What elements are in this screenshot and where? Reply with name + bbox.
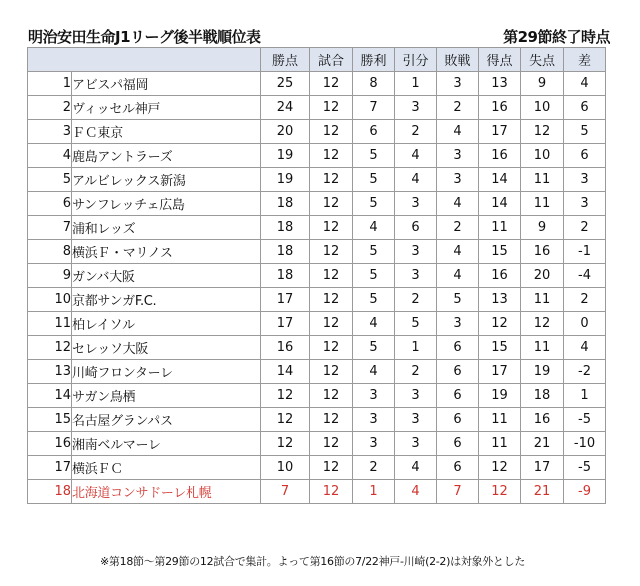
table-row — [28, 96, 606, 120]
rank-cell: 5 — [28, 168, 72, 192]
games-cell: 12 — [310, 336, 353, 360]
points-cell: 18 — [261, 264, 310, 288]
rank-cell: 13 — [28, 360, 72, 384]
losses-cell: 5 — [437, 288, 479, 312]
goals-against-cell: 19 — [521, 360, 564, 384]
wins-cell: 2 — [353, 456, 395, 480]
goal-diff-cell: -5 — [564, 408, 606, 432]
losses-cell: 3 — [437, 72, 479, 96]
losses-cell: 4 — [437, 192, 479, 216]
team-name-cell: 柏レイソル — [72, 312, 261, 336]
games-cell: 12 — [310, 120, 353, 144]
losses-cell: 6 — [437, 384, 479, 408]
table-row — [28, 120, 606, 144]
draws-cell: 2 — [395, 288, 437, 312]
goal-diff-cell: -10 — [564, 432, 606, 456]
goal-diff-cell: 1 — [564, 384, 606, 408]
team-name-cell: 浦和レッズ — [72, 216, 261, 240]
goals-for-cell: 13 — [479, 72, 521, 96]
losses-cell: 4 — [437, 240, 479, 264]
goal-diff-cell: 3 — [564, 168, 606, 192]
header-team-blank — [28, 48, 261, 72]
goals-against-cell: 12 — [521, 312, 564, 336]
header-draws: 引分 — [395, 48, 437, 72]
table-row — [28, 144, 606, 168]
goals-against-cell: 18 — [521, 384, 564, 408]
team-name-cell: 北海道コンサドーレ札幌 — [72, 480, 261, 504]
team-name-cell: 京都サンガF.C. — [72, 288, 261, 312]
points-cell: 16 — [261, 336, 310, 360]
goals-against-cell: 10 — [521, 144, 564, 168]
goals-for-cell: 17 — [479, 120, 521, 144]
goal-diff-cell: 4 — [564, 336, 606, 360]
goals-against-cell: 9 — [521, 216, 564, 240]
header-row — [28, 48, 606, 72]
rank-cell: 8 — [28, 240, 72, 264]
team-name-cell: 横浜Ｆ・マリノス — [72, 240, 261, 264]
losses-cell: 6 — [437, 432, 479, 456]
draws-cell: 3 — [395, 384, 437, 408]
team-name-cell: サンフレッチェ広島 — [72, 192, 261, 216]
losses-cell: 3 — [437, 144, 479, 168]
team-name-cell: 湘南ベルマーレ — [72, 432, 261, 456]
goals-for-cell: 11 — [479, 432, 521, 456]
wins-cell: 3 — [353, 408, 395, 432]
wins-cell: 5 — [353, 240, 395, 264]
wins-cell: 3 — [353, 432, 395, 456]
losses-cell: 4 — [437, 264, 479, 288]
goals-for-cell: 11 — [479, 216, 521, 240]
standings-table — [27, 47, 606, 504]
as-of-label: 第29節終了時点 — [503, 28, 610, 46]
draws-cell: 2 — [395, 120, 437, 144]
goals-against-cell: 11 — [521, 336, 564, 360]
wins-cell: 4 — [353, 216, 395, 240]
games-cell: 12 — [310, 456, 353, 480]
goals-for-cell: 14 — [479, 168, 521, 192]
points-cell: 12 — [261, 408, 310, 432]
header-losses: 敗戦 — [437, 48, 479, 72]
table-row — [28, 336, 606, 360]
table-row — [28, 264, 606, 288]
points-cell: 17 — [261, 312, 310, 336]
goals-for-cell: 16 — [479, 144, 521, 168]
points-cell: 24 — [261, 96, 310, 120]
table-row — [28, 312, 606, 336]
goals-for-cell: 15 — [479, 240, 521, 264]
goals-for-cell: 12 — [479, 480, 521, 504]
goals-for-cell: 13 — [479, 288, 521, 312]
table-row — [28, 384, 606, 408]
wins-cell: 5 — [353, 336, 395, 360]
goal-diff-cell: -4 — [564, 264, 606, 288]
rank-cell: 14 — [28, 384, 72, 408]
rank-cell: 9 — [28, 264, 72, 288]
table-row — [28, 240, 606, 264]
table-title: 明治安田生命J1リーグ後半戦順位表 — [28, 28, 261, 46]
rank-cell: 10 — [28, 288, 72, 312]
draws-cell: 3 — [395, 96, 437, 120]
goals-against-cell: 11 — [521, 168, 564, 192]
points-cell: 10 — [261, 456, 310, 480]
header-points: 勝点 — [261, 48, 310, 72]
rank-cell: 16 — [28, 432, 72, 456]
rank-cell: 11 — [28, 312, 72, 336]
wins-cell: 4 — [353, 312, 395, 336]
wins-cell: 7 — [353, 96, 395, 120]
goal-diff-cell: 2 — [564, 216, 606, 240]
losses-cell: 6 — [437, 456, 479, 480]
rank-cell: 6 — [28, 192, 72, 216]
team-name-cell: ガンバ大阪 — [72, 264, 261, 288]
goals-against-cell: 20 — [521, 264, 564, 288]
points-cell: 25 — [261, 72, 310, 96]
goal-diff-cell: -1 — [564, 240, 606, 264]
draws-cell: 5 — [395, 312, 437, 336]
table-row — [28, 432, 606, 456]
team-name-cell: アビスパ福岡 — [72, 72, 261, 96]
points-cell: 19 — [261, 168, 310, 192]
points-cell: 12 — [261, 432, 310, 456]
draws-cell: 4 — [395, 168, 437, 192]
goals-against-cell: 16 — [521, 408, 564, 432]
games-cell: 12 — [310, 96, 353, 120]
rank-cell: 3 — [28, 120, 72, 144]
wins-cell: 8 — [353, 72, 395, 96]
table-row — [28, 72, 606, 96]
table-row — [28, 216, 606, 240]
games-cell: 12 — [310, 384, 353, 408]
games-cell: 12 — [310, 432, 353, 456]
goals-for-cell: 16 — [479, 264, 521, 288]
goals-against-cell: 12 — [521, 120, 564, 144]
losses-cell: 3 — [437, 168, 479, 192]
header-wins: 勝利 — [353, 48, 395, 72]
table-row — [28, 168, 606, 192]
goals-for-cell: 12 — [479, 456, 521, 480]
wins-cell: 5 — [353, 192, 395, 216]
wins-cell: 1 — [353, 480, 395, 504]
losses-cell: 6 — [437, 360, 479, 384]
draws-cell: 3 — [395, 432, 437, 456]
header-games: 試合 — [310, 48, 353, 72]
points-cell: 17 — [261, 288, 310, 312]
wins-cell: 6 — [353, 120, 395, 144]
rank-cell: 18 — [28, 480, 72, 504]
goals-against-cell: 11 — [521, 288, 564, 312]
table-row — [28, 288, 606, 312]
wins-cell: 4 — [353, 360, 395, 384]
goal-diff-cell: 6 — [564, 96, 606, 120]
header-goal-diff: 差 — [564, 48, 606, 72]
goals-against-cell: 9 — [521, 72, 564, 96]
draws-cell: 4 — [395, 456, 437, 480]
losses-cell: 3 — [437, 312, 479, 336]
draws-cell: 1 — [395, 72, 437, 96]
draws-cell: 2 — [395, 360, 437, 384]
points-cell: 18 — [261, 240, 310, 264]
team-name-cell: 鹿島アントラーズ — [72, 144, 261, 168]
goals-for-cell: 12 — [479, 312, 521, 336]
losses-cell: 7 — [437, 480, 479, 504]
goal-diff-cell: -9 — [564, 480, 606, 504]
table-row — [28, 192, 606, 216]
rank-cell: 2 — [28, 96, 72, 120]
goal-diff-cell: -5 — [564, 456, 606, 480]
points-cell: 14 — [261, 360, 310, 384]
goal-diff-cell: 4 — [564, 72, 606, 96]
wins-cell: 5 — [353, 168, 395, 192]
team-name-cell: アルビレックス新潟 — [72, 168, 261, 192]
goals-against-cell: 21 — [521, 480, 564, 504]
draws-cell: 4 — [395, 144, 437, 168]
team-name-cell: ＦＣ東京 — [72, 120, 261, 144]
goals-against-cell: 16 — [521, 240, 564, 264]
points-cell: 19 — [261, 144, 310, 168]
team-name-cell: セレッソ大阪 — [72, 336, 261, 360]
footnote: ※第18節～第29節の12試合で集計。よって第16節の7/22神戸-川崎(2-2)は対象外とした — [100, 555, 526, 568]
losses-cell: 4 — [437, 120, 479, 144]
table-row — [28, 408, 606, 432]
draws-cell: 3 — [395, 408, 437, 432]
wins-cell: 5 — [353, 264, 395, 288]
goal-diff-cell: 0 — [564, 312, 606, 336]
draws-cell: 6 — [395, 216, 437, 240]
games-cell: 12 — [310, 216, 353, 240]
rank-cell: 17 — [28, 456, 72, 480]
goal-diff-cell: 5 — [564, 120, 606, 144]
table-row — [28, 480, 606, 504]
team-name-cell: 川崎フロンターレ — [72, 360, 261, 384]
team-name-cell: ヴィッセル神戸 — [72, 96, 261, 120]
games-cell: 12 — [310, 72, 353, 96]
games-cell: 12 — [310, 480, 353, 504]
goals-for-cell: 16 — [479, 96, 521, 120]
team-name-cell: 横浜ＦＣ — [72, 456, 261, 480]
table-row — [28, 456, 606, 480]
header-goals-against: 失点 — [521, 48, 564, 72]
goals-for-cell: 17 — [479, 360, 521, 384]
wins-cell: 5 — [353, 144, 395, 168]
wins-cell: 5 — [353, 288, 395, 312]
games-cell: 12 — [310, 240, 353, 264]
goals-against-cell: 11 — [521, 192, 564, 216]
wins-cell: 3 — [353, 384, 395, 408]
points-cell: 18 — [261, 216, 310, 240]
losses-cell: 2 — [437, 216, 479, 240]
losses-cell: 6 — [437, 336, 479, 360]
games-cell: 12 — [310, 360, 353, 384]
draws-cell: 3 — [395, 264, 437, 288]
rank-cell: 12 — [28, 336, 72, 360]
table-row — [28, 360, 606, 384]
goals-against-cell: 21 — [521, 432, 564, 456]
games-cell: 12 — [310, 408, 353, 432]
losses-cell: 6 — [437, 408, 479, 432]
goals-against-cell: 10 — [521, 96, 564, 120]
team-name-cell: 名古屋グランパス — [72, 408, 261, 432]
games-cell: 12 — [310, 264, 353, 288]
games-cell: 12 — [310, 288, 353, 312]
games-cell: 12 — [310, 192, 353, 216]
rank-cell: 4 — [28, 144, 72, 168]
goals-for-cell: 11 — [479, 408, 521, 432]
goals-for-cell: 14 — [479, 192, 521, 216]
goal-diff-cell: -2 — [564, 360, 606, 384]
goal-diff-cell: 3 — [564, 192, 606, 216]
goals-against-cell: 17 — [521, 456, 564, 480]
header-goals-for: 得点 — [479, 48, 521, 72]
goals-for-cell: 19 — [479, 384, 521, 408]
points-cell: 12 — [261, 384, 310, 408]
games-cell: 12 — [310, 168, 353, 192]
points-cell: 20 — [261, 120, 310, 144]
games-cell: 12 — [310, 144, 353, 168]
goals-for-cell: 15 — [479, 336, 521, 360]
goal-diff-cell: 2 — [564, 288, 606, 312]
team-name-cell: サガン鳥栖 — [72, 384, 261, 408]
draws-cell: 1 — [395, 336, 437, 360]
rank-cell: 1 — [28, 72, 72, 96]
rank-cell: 7 — [28, 216, 72, 240]
rank-cell: 15 — [28, 408, 72, 432]
draws-cell: 4 — [395, 480, 437, 504]
points-cell: 18 — [261, 192, 310, 216]
losses-cell: 2 — [437, 96, 479, 120]
draws-cell: 3 — [395, 240, 437, 264]
games-cell: 12 — [310, 312, 353, 336]
points-cell: 7 — [261, 480, 310, 504]
draws-cell: 3 — [395, 192, 437, 216]
goal-diff-cell: 6 — [564, 144, 606, 168]
